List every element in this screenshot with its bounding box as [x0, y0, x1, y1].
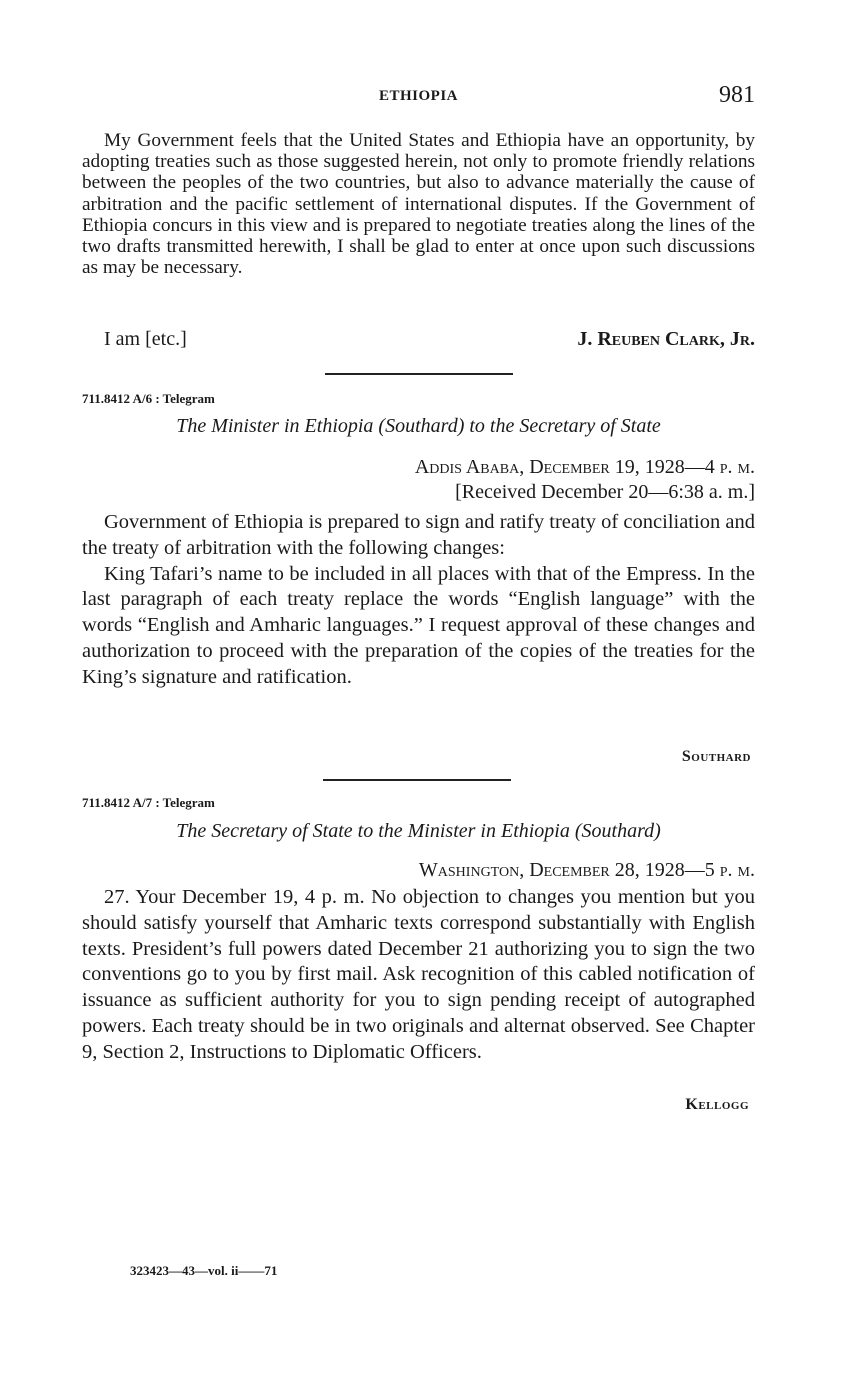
telegram-paragraph: 27. Your December 19, 4 p. m. No objection to changes you mention but you should satisfy yourself that Amharic texts correspond substantially with English texts. President’s full powers dated December 21 authorizing you to sign the two conventions go to you by first mail. Ask recognition of this cabled notification of issuance as sufficient authority for you to sign pending receipt of autographed powers. Each treaty should be in two originals and alternat observed. See Chapter 9, Section 2, Instructions to Diplomatic Officers. [82, 886, 755, 1063]
page-number: 981 [719, 82, 755, 108]
telegram-body [82, 885, 755, 1066]
printer-reference: 323423—43—vol. ii——71 [130, 1263, 278, 1278]
dateline-place: Washington, December 28, 1928—5 p. m. [418, 859, 755, 881]
letter-close-signoff [82, 328, 755, 354]
section-divider [323, 779, 511, 781]
signature-kellogg: Kellogg [685, 1096, 749, 1113]
section-divider [325, 373, 513, 375]
dateline [415, 455, 755, 505]
dateline-place: Addis Ababa, December 19, 1928—4 p. m. [414, 456, 755, 478]
closing-phrase: I am [etc.] [104, 328, 187, 350]
signature-southard: Southard [681, 748, 751, 765]
letter-close-paragraph: My Government feels that the United States and Ethiopia have an opportunity, by adopting treaties such as those suggested herein, not only to promote friendly relations between the peoples of the two countries, but also to advance materially the cause of arbitration and the pacific settlement of international disputes. If the Government of Ethiopia concurs in this view and is prepared to negotiate treaties along the lines of the two drafts transmitted herewith, I shall be glad to enter at once upon such discussions as may be necessary. [82, 130, 755, 279]
telegram-body [82, 510, 755, 691]
letter-close-body [82, 130, 755, 278]
dateline [419, 858, 755, 883]
document-heading: The Secretary of State to the Minister in Ethiopia (Southard) [176, 820, 661, 842]
telegram-paragraph: Government of Ethiopia is prepared to sign and ratify treaty of conciliation and the treaty of arbitration with the following changes: [82, 511, 755, 559]
running-title: ETHIOPIA [378, 88, 458, 104]
telegram-paragraph: King Tafari’s name to be included in all places with that of the Empress. In the last paragraph of each treaty replace the words “English language” with the words “English and Amharic languages.” I request approval of these changes and authorization to proceed with the preparation of the copies of the treaties for the King’s signature and ratification. [82, 562, 755, 688]
received-note: [Received December 20—6:38 a. m.] [455, 481, 755, 503]
file-reference: 711.8412 A/7 : Telegram [82, 795, 215, 810]
document-heading: The Minister in Ethiopia (Southard) to the Secretary of State [176, 415, 661, 437]
signature-clark: J. Reuben Clark, Jr. [577, 328, 755, 350]
running-head [82, 82, 755, 116]
file-reference: 711.8412 A/6 : Telegram [82, 391, 215, 406]
